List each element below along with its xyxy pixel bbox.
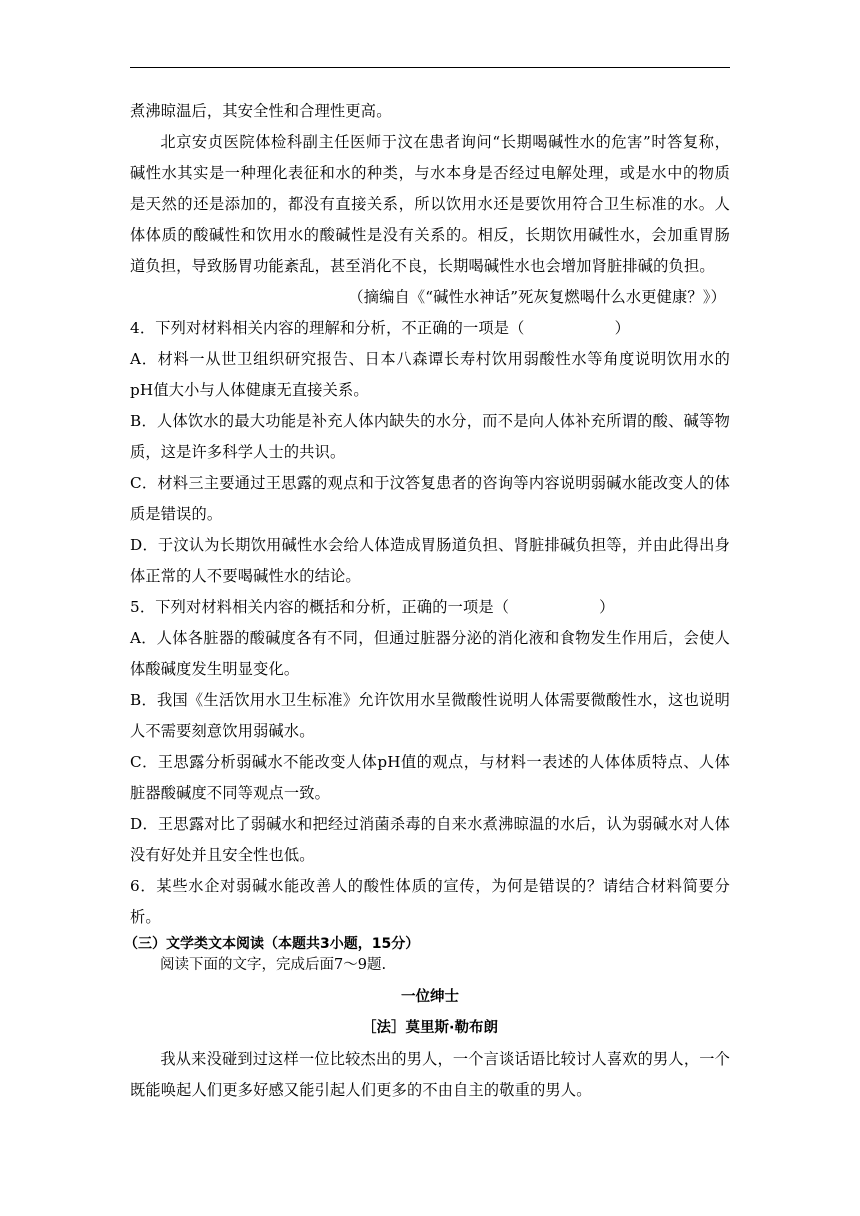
question-4-stem [130, 313, 730, 344]
question-4-stem-text: 4．下列对材料相关内容的理解和分析，不正确的一项是（ [130, 319, 525, 337]
question-4-option-b: B．人体饮水的最大功能是补充人体内缺失的水分，而不是向人体补充所谓的酸、碱等物质，这是许多科学人士的共识。 [130, 412, 730, 461]
document-page [124, 96, 730, 1106]
question-6-stem: 6．某些水企对弱碱水能改善人的酸性体质的宣传，为何是错误的？请结合材料简要分析。 [130, 877, 730, 926]
story-author: ［法］莫里斯·勒布朗 [361, 1020, 498, 1036]
section-instruction: 阅读下面的文字，完成后面7～9题. [160, 957, 387, 973]
question-4-option-d: D．于汶认为长期饮用碱性水会给人体造成胃肠道负担、肾脏排碱负担等，并由此得出身体正常的人不要喝碱性水的结论。 [130, 536, 730, 585]
question-5-option-a: A．人体各脏器的酸碱度各有不同，但通过脏器分泌的消化液和食物发生作用后，会使人体酸碱度发生明显变化。 [130, 629, 730, 678]
question-5-option-c: C．王思露分析弱碱水不能改变人体pH值的观点，与材料一表述的人体体质特点、人体脏器酸碱度不同等观点一致。 [130, 753, 730, 802]
header-rule [130, 67, 730, 68]
passage-paragraph: 北京安贞医院体检科副主任医师于汶在患者询问“长期喝碱性水的危害”时答复称，碱性水其实是一种理化表征和水的种类，与水本身是否经过电解处理，或是水中的物质是天然的还是添加的，都没有直接关系，所以饮用水还是要饮用符合卫生标准的水。人体体质的酸碱性和饮用水的酸碱性是没有关系的。相反，长期饮用碱性水，会加重胃肠道负担，导致肠胃功能紊乱，甚至消化不良，长期喝碱性水也会增加肾脏排碱的负担。 [130, 133, 730, 275]
question-5-stem [130, 592, 730, 623]
question-5-stem-text: 5．下列对材料相关内容的概括和分析，正确的一项是（ [130, 598, 510, 616]
question-4-stem-close: ） [614, 319, 630, 337]
passage-source: （摘编自《“碱性水神话”死灰复燃喝什么水更健康？》） [348, 288, 726, 306]
question-4-option-a: A．材料一从世卫组织研究报告、日本八森谭长寿村饮用弱酸性水等角度说明饮用水的pH值大小与人体健康无直接关系。 [130, 350, 730, 399]
question-4-option-c: C．材料三主要通过王思露的观点和于汶答复患者的咨询等内容说明弱碱水能改变人的体质是错误的。 [130, 474, 730, 523]
question-5-option-b: B．我国《生活饮用水卫生标准》允许饮用水呈微酸性说明人体需要微酸性水，这也说明人不需要刻意饮用弱碱水。 [130, 691, 730, 740]
question-5-stem-close: ） [599, 598, 615, 616]
passage-continuation: 煮沸晾温后，其安全性和合理性更高。 [130, 102, 392, 120]
story-paragraph: 我从来没碰到过这样一位比较杰出的男人，一个言谈话语比较讨人喜欢的男人，一个既能唤起人们更多好感又能引起人们更多的不由自主的敬重的男人。 [130, 1050, 730, 1099]
question-5-option-d: D．王思露对比了弱碱水和把经过消菌杀毒的自来水煮沸晾温的水后，认为弱碱水对人体没有好处并且安全性也低。 [130, 815, 730, 864]
story-title: 一位绅士 [401, 989, 459, 1005]
section-heading: （三）文学类文本阅读（本题共3小题，15分） [124, 936, 420, 952]
